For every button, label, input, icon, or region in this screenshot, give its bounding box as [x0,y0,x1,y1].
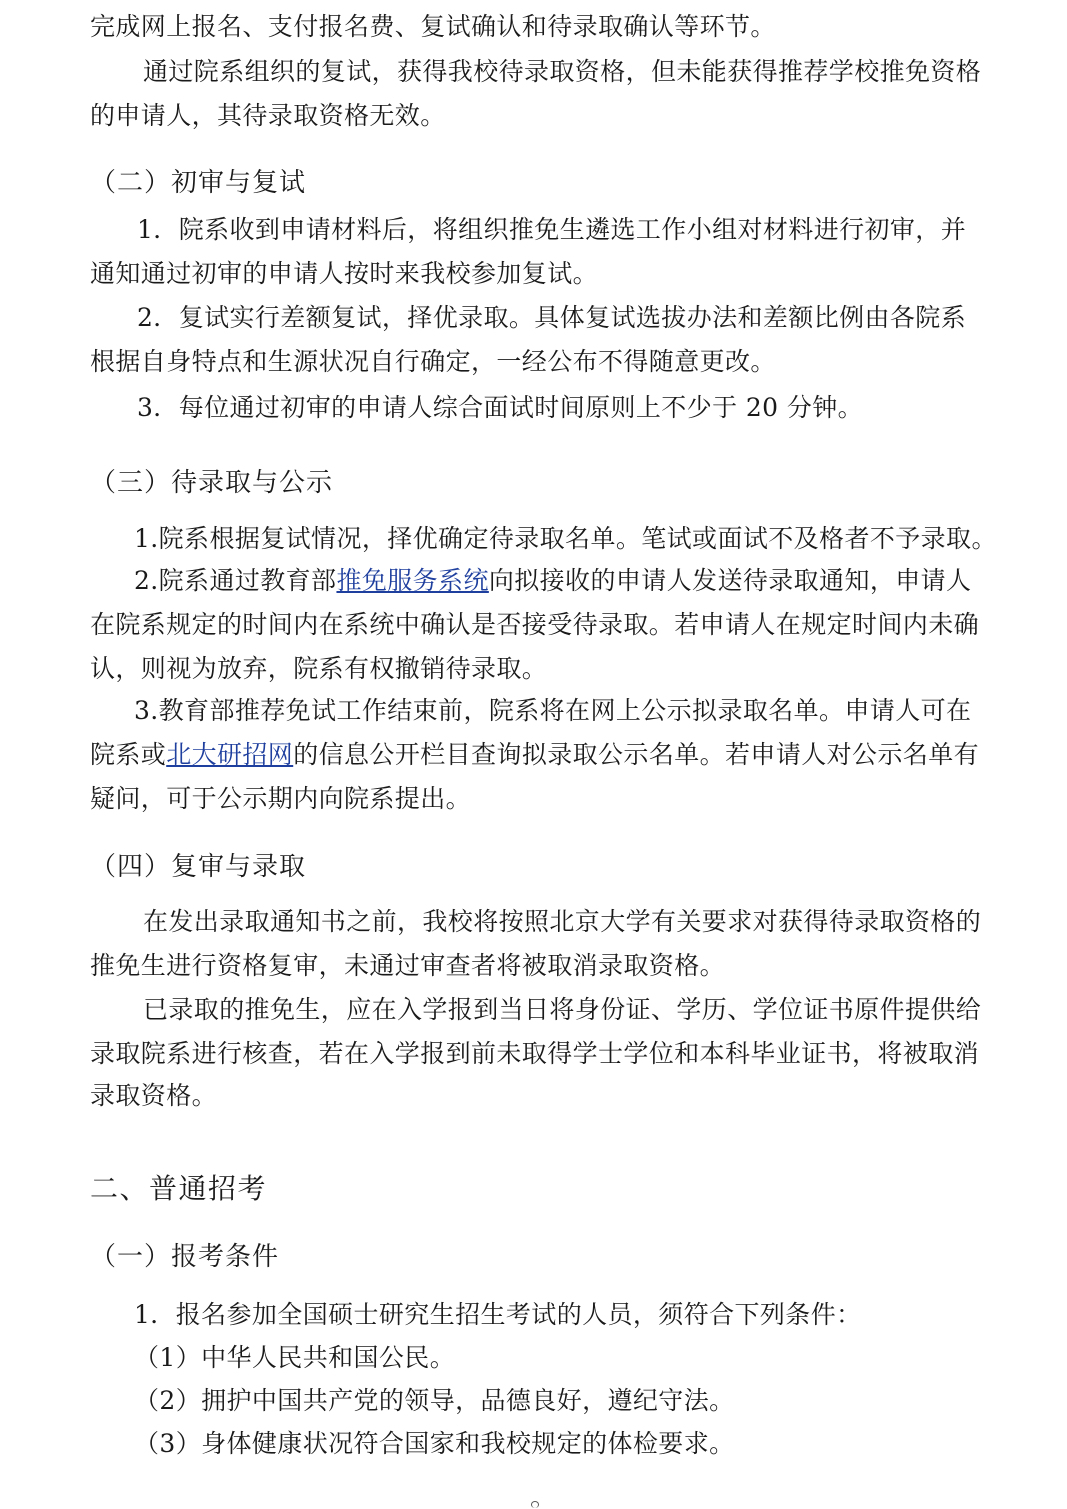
section-heading-4: （四）复审与录取 [90,852,307,882]
paragraph-line: 录取院系进行核查，若在入学报到前未取得学士学位和本科毕业证书，将被取消 [90,1039,980,1068]
link-pku-admissions[interactable]: 北大研招网 [166,740,294,769]
link-recommendation-system[interactable]: 推免服务系统 [336,566,489,595]
paragraph-line: 推免生进行资格复审，未通过审查者将被取消录取资格。 [90,951,726,980]
section-heading-2: （二）初审与复试 [90,168,307,198]
paragraph-line: 通过院系组织的复试，获得我校待录取资格，但未能获得推荐学校推免资格 [143,57,982,86]
list-item-line: 在院系规定的时间内在系统中确认是否接受待录取。若申请人在规定时间内未确 [90,610,980,639]
paragraph-line: 在发出录取通知书之前，我校将按照北京大学有关要求对获得待录取资格的 [143,907,982,936]
paragraph-line: 录取资格。 [90,1081,218,1110]
list-item-line: 1．院系收到申请材料后，将组织推免生遴选工作小组对材料进行初审，并 [137,215,967,244]
list-item-line: 3.教育部推荐免试工作结束前，院系将在网上公示拟录取名单。申请人可在 [134,696,972,725]
list-item-line: 根据自身特点和生源状况自行确定，一经公布不得随意更改。 [90,347,776,376]
part-heading: 二、普通招考 [90,1172,268,1205]
list-item-line: 1.院系根据复试情况，择优确定待录取名单。笔试或面试不及格者不予录取。 [134,524,997,553]
text-span: 向拟接收的申请人发送待录取通知，申请人 [488,566,972,595]
condition-line: （3）身体健康状况符合国家和我校规定的体检要求。 [134,1429,735,1458]
condition-line: （2）拥护中国共产党的领导，品德良好，遵纪守法。 [134,1386,735,1415]
section-heading-3: （三）待录取与公示 [90,468,334,498]
list-item-line [90,740,979,770]
list-item-line: 疑问，可于公示期内向院系提出。 [90,784,472,813]
list-item-line: 认，则视为放弃，院系有权撤销待录取。 [90,654,548,683]
list-item-line: 3．每位通过初审的申请人综合面试时间原则上不少于 20 分钟。 [137,393,864,422]
list-item-line [134,566,971,596]
text-span: 院系或 [90,740,167,769]
page-number-fragment [531,1501,539,1508]
paragraph-line: 的申请人，其待录取资格无效。 [90,101,446,130]
text-span: 2.院系通过教育部 [134,566,337,595]
list-item-line: 2．复试实行差额复试，择优录取。具体复试选拔办法和差额比例由各院系 [137,303,967,332]
subsection-heading: （一）报考条件 [90,1242,280,1272]
paragraph-line: 完成网上报名、支付报名费、复试确认和待录取确认等环节。 [90,12,776,41]
list-item-line: 1．报名参加全国硕士研究生招生考试的人员，须符合下列条件： [134,1300,862,1329]
text-span: 的信息公开栏目查询拟录取公示名单。若申请人对公示名单有 [293,740,980,769]
list-item-line: 通知通过初审的申请人按时来我校参加复试。 [90,259,599,288]
condition-line: （1）中华人民共和国公民。 [134,1343,456,1372]
paragraph-line: 已录取的推免生，应在入学报到当日将身份证、学历、学位证书原件提供给 [143,995,982,1024]
